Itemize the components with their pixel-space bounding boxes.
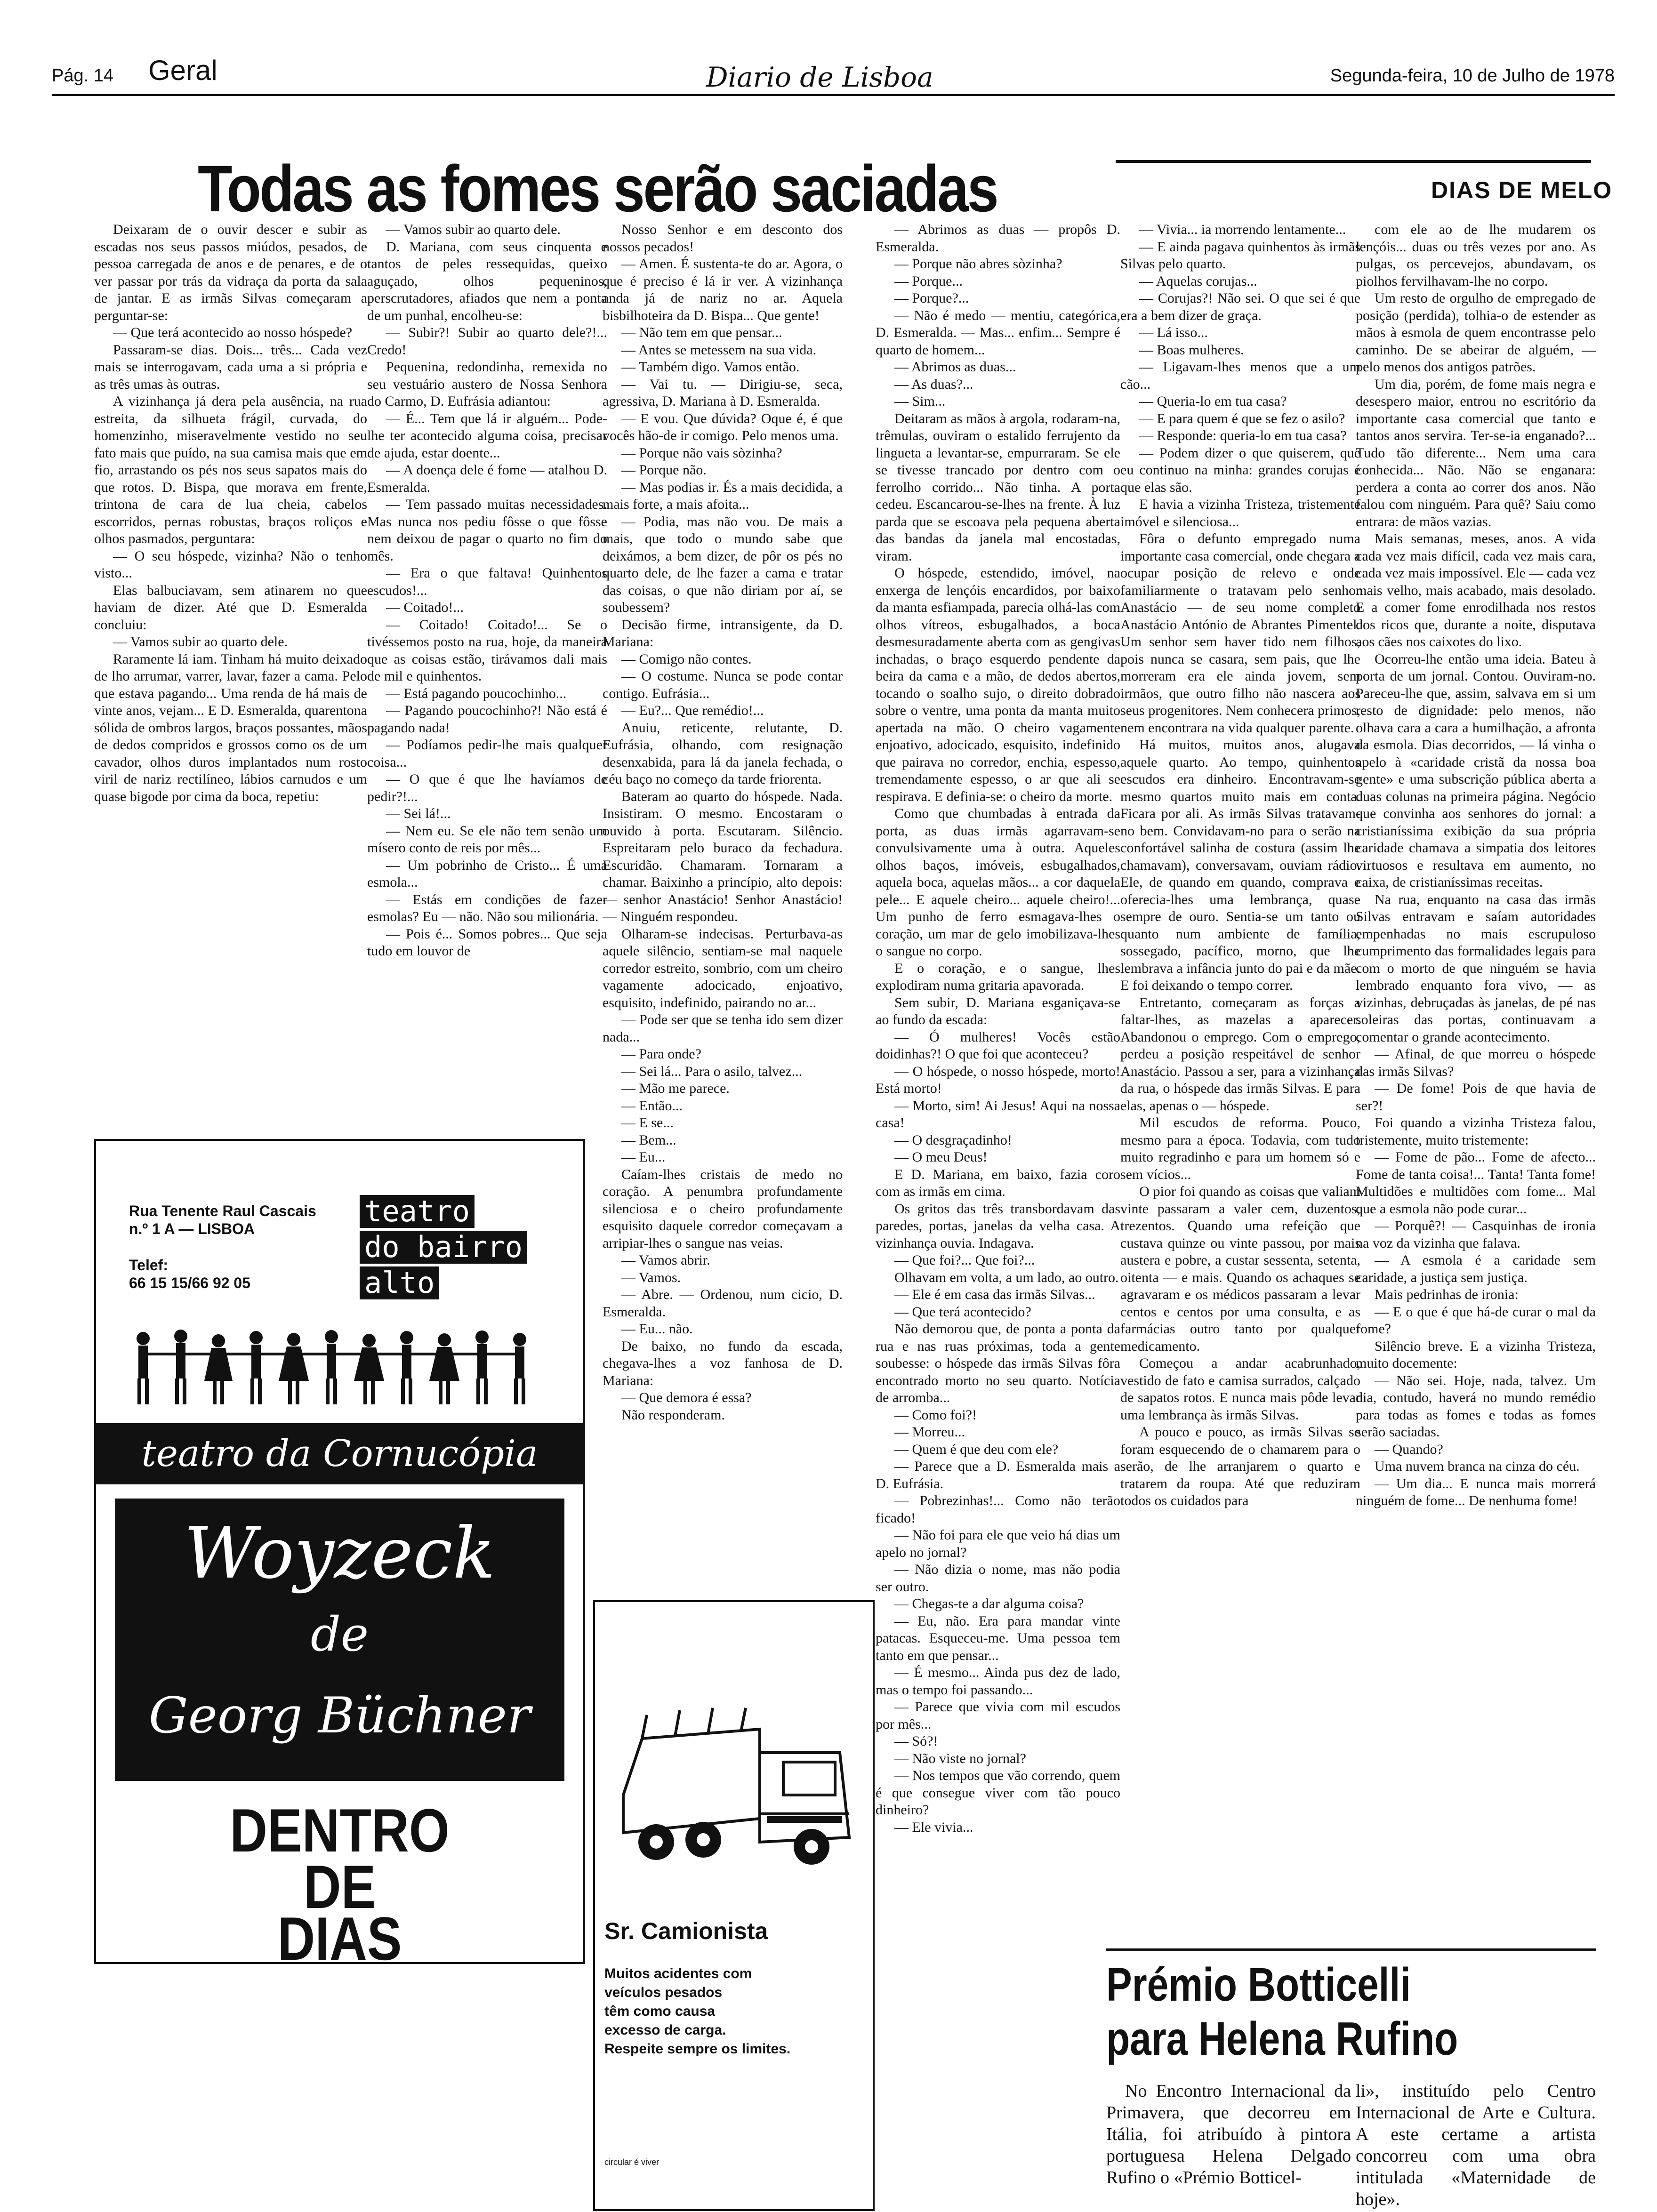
play-author: Georg Büchner: [148, 1687, 531, 1744]
article-paragraph: — As duas?...: [894, 376, 973, 392]
article-paragraph: — Podia, mas não vou. De mais a mais, que todo o mundo sabe que deixámos, a bem dizer, de pôr os pés no quarto dele, de lhe fazer a cama e tratar das coisas, o que não diriam por aí, se soubessem?: [603, 513, 843, 615]
article-paragraph: Silêncio breve. E a vizinha Tristeza, muito docemente:: [1356, 1338, 1596, 1371]
article-paragraph: — Podíamos pedir-lhe mais qualquer coisa...: [367, 737, 607, 770]
article-paragraph: — Lá isso...: [1139, 325, 1208, 340]
article-paragraph: — E o que é que há-de curar o mal da fome?: [1356, 1304, 1596, 1337]
article-paragraph: — Que foi?... Que foi?...: [894, 1252, 1035, 1268]
article-paragraph: Decisão firme, intransigente, da D. Mariana:: [603, 617, 843, 649]
article-paragraph: — Não viste no jornal?: [894, 1750, 1026, 1766]
article-paragraph: — Vamos abrir.: [621, 1252, 710, 1268]
article-paragraph: — Como foi?!: [894, 1407, 977, 1423]
article-paragraph: — Porque?...: [894, 290, 969, 306]
article-paragraph: — Eu, não. Era para mandar vinte patacas. Esqueceu-me. Uma pessoa tem tanto em que pensar...: [876, 1613, 1120, 1663]
article-paragraph: — Era o que faltava! Quinhentos escudos!...: [367, 565, 607, 598]
article-paragraph: — E se...: [621, 1115, 674, 1130]
article-paragraph: — E ainda pagava quinhentos às irmãs Silvas pelo quarto.: [1120, 239, 1360, 272]
article-paragraph: — Sei lá!...: [386, 806, 451, 821]
article-paragraph: — Podem dizer o que quiserem, que eu continuo na minha: grandes corujas é que elas são.: [1120, 445, 1360, 495]
article-paragraph: — Aquelas corujas...: [1139, 273, 1257, 289]
article-paragraph: — Nos tempos que vão correndo, quem é que consegue viver com tão pouco dinheiro?: [876, 1768, 1120, 1818]
article-paragraph: Uma nuvem branca na cinza do céu.: [1375, 1459, 1580, 1474]
truck-illustration: [604, 1701, 859, 1880]
article-paragraph: — Pois é... Somos pobres... Que seja tudo em louvor de: [367, 926, 607, 959]
article-paragraph: — O que é que lhe havíamos de pedir?!...: [367, 771, 607, 804]
article-paragraph: — Está pagando poucochinho...: [386, 685, 567, 701]
article-paragraph: — Vamos.: [621, 1269, 681, 1285]
article-paragraph: — Um pobrinho de Cristo... É uma esmola...: [367, 857, 607, 890]
premio-rule: [1106, 1948, 1596, 1951]
premio-column-1: No Encontro Internacional da Primavera, que decorreu em Itália, foi atribuído à pintora portuguesa Helena Delgado Rufino o «Prémio Botticel-: [1106, 2081, 1351, 2188]
article-paragraph: — É mesmo... Ainda pus dez de lado, mas o tempo foi passando...: [876, 1665, 1120, 1698]
article-paragraph: Não demorou que, de ponta a ponta da rua e nas ruas próximas, toda a gente soubesse: o hóspede das irmãs Silvas fôra encontrado morto no seu quarto. Notícia de arromba...: [876, 1321, 1120, 1405]
article-paragraph: Pequenina, redondinha, remexida no seu vestuário austero de Nossa Senhora do Carmo, D. Eufrásia adiantou:: [367, 359, 607, 409]
article-paragraph: — Queria-lo em tua casa?: [1139, 393, 1287, 409]
theatre-address: Rua Tenente Raul Cascais n.º 1 A — LISBOA: [129, 1202, 316, 1237]
article-column-4: [876, 221, 1120, 2057]
article-paragraph: Caíam-lhes cristais de medo no coração. A penumbra profundamente silenciosa e o cheiro profundamente esquisito daquele corredor começavam a arripiar-lhes o sangue nas veias.: [603, 1166, 843, 1251]
article-paragraph: — Nem eu. Se ele não tem senão um mísero conto de reis por mês...: [367, 823, 607, 856]
play-by: de: [310, 1607, 369, 1662]
article-column-5: [1120, 221, 1360, 1878]
article-paragraph: — Tem passado muitas necessidades. Mas nunca nos pediu fôsse o que fôsse nem deixou de pagar o quarto no fim do mês.: [367, 497, 607, 564]
article-paragraph: Mil escudos de reforma. Pouco, mesmo para a época. Todavia, com tudo muito regradinho e para um homem só e sem vícios...: [1120, 1115, 1360, 1182]
article-paragraph: Um dia, porém, de fome mais negra e desespero maior, entrou no escritório da importante casa comercial que tanto e tantos anos servira. Ter-se-ia enganado?... Tudo tão diferente... Nem uma cara conhecida... Não. Não se enganara: perdera a conta ao correr dos anos. Não falou com ninguém. Para quê? Saiu como entrara: de mãos vazias.: [1356, 376, 1596, 529]
article-column-3: [603, 221, 843, 1760]
issue-date: Segunda-feira, 10 de Julho de 1978: [1330, 66, 1615, 86]
cornucopia-banner: teatro da Cornucópia: [96, 1423, 583, 1484]
article-paragraph: Os gritos das três transbordavam das paredes, portas, janelas da velha casa. A vizinhança ouvia. Indagava.: [876, 1201, 1120, 1251]
article-paragraph: Deixaram de o ouvir descer e subir as escadas nos seus passos miúdos, pesados, de pessoa carregada de anos e de penares, e de o ver passar por trás da vidraça da porta da sala de jantar. E as irmãs Silvas começaram a perguntar-se:: [94, 222, 367, 323]
article-paragraph: — Afinal, de que morreu o hóspede das irmãs Silvas?: [1356, 1046, 1596, 1079]
article-paragraph: Elas balbuciavam, sem atinarem no que haviam de dizer. Até que D. Esmeralda concluiu:: [94, 582, 367, 633]
byline-rule: [1116, 160, 1591, 163]
article-paragraph: Como que chumbadas à entrada da porta, as duas irmãs agarravam-se convulsivamente uma à outra. Aqueles olhos baços, imóveis, esbugalhados, aquela boca, aquelas mãos... a cor daquela pele... E aquele cheiro... aquele cheiro!... Um punho de ferro esmagava-lhes o coração, um mar de gelo imobilizava-lhes o sangue no corpo.: [876, 806, 1120, 959]
article-paragraph: — De fome! Pois de que havia de ser?!: [1356, 1081, 1596, 1114]
article-paragraph: — Bem...: [621, 1132, 676, 1148]
article-paragraph: Deitaram as mãos à argola, rodaram-na, trêmulas, ouviram o estalido ferrujento da lingueta a levantar-se, empurraram. Se ele se tivesse trancado por dentro com o ferrolho corrido... Não tinha. A porta cedeu. Escancarou-se-lhes na frente. À luz parda que se escoava pela pequena aberta das bandas da janela mal encostadas, viram.: [876, 410, 1120, 564]
article-headline: Todas as fomes serão saciadas: [198, 152, 997, 225]
article-paragraph: — Mas podias ir. És a mais decidida, a mais forte, a mais afoita...: [603, 479, 843, 512]
article-paragraph: — Um dia... E nunca mais morrerá ninguém de fome... De nenhuma fome!: [1356, 1475, 1596, 1508]
article-paragraph: — O hóspede, o nosso hóspede, morto! Está morto!: [876, 1063, 1120, 1096]
article-paragraph: Passaram-se dias. Dois... três... Cada vez mais se interrogavam, cada uma a si própria e as três umas às outras.: [94, 342, 367, 392]
article-paragraph: Raramente lá iam. Tinham há muito deixado de lho arrumar, varrer, lavar, fazer a cama. Pelo que estava pagando... Uma renda de há mais de vinte anos, vejam... E D. Esmeralda, quarentona sólida de ombros largos, braços possantes, mãos de dedos compridos e grossos como os de um cavador, olhos duros implantados num rosto viril de nariz rectilíneo, lábios carnudos e um quase bigode por cima da boca, repetiu:: [94, 651, 367, 804]
article-paragraph: — A esmola é a caridade sem caridade, a justiça sem justiça.: [1356, 1252, 1596, 1285]
article-paragraph: — Morto, sim! Ai Jesus! Aqui na nossa casa!: [876, 1098, 1120, 1130]
article-paragraph: — Não tem em que pensar...: [621, 325, 782, 340]
article-paragraph: — O costume. Nunca se pode contar contigo. Eufrásia...: [603, 668, 843, 701]
article-paragraph: — Antes se metessem na sua vida.: [621, 342, 817, 358]
article-paragraph: Olharam-se indecisas. Perturbava-as aquele silêncio, sentiam-se mal naquele corredor estreito, sombrio, com um cheiro vagamente adocicado, enjoativo, esquisito, indefinido, pairando no ar...: [603, 926, 843, 1010]
premio-headline: Prémio Botticelli para Helena Rufino: [1106, 1958, 1458, 2065]
article-paragraph: com ele ao de lhe mudarem os lençóis... duas ou três vezes por ano. As pulgas, os percevejos, abundavam, os piolhos fervilhavam-lhe no corpo.: [1356, 222, 1596, 289]
article-paragraph: E havia a vizinha Tristeza, tristemente imóvel e silenciosa...: [1120, 497, 1360, 529]
article-paragraph: — Porquê?! — Casquinhas de ironia na voz da vizinha que falava.: [1356, 1218, 1596, 1251]
teatro-bairro-alto-logo: teatro do bairro alto: [360, 1195, 527, 1302]
article-paragraph: — Não sei. Hoje, nada, talvez. Um dia, contudo, haverá no mundo remédio para todas as fomes e todas as fomes serão saciadas.: [1356, 1372, 1596, 1440]
page-header: [52, 26, 1615, 101]
article-paragraph: — É... Tem que lá ir alguém... Pode-lhe ter acontecido alguma coisa, precisar de ajuda, estar doente...: [367, 410, 607, 461]
play-banner: [115, 1499, 564, 1781]
article-paragraph: — Comigo não contes.: [621, 651, 752, 667]
article-paragraph: — Vivia... ia morrendo lentamente...: [1139, 222, 1346, 237]
article-paragraph: — Vamos subir ao quarto dele.: [386, 222, 561, 237]
article-paragraph: — Sim...: [894, 393, 946, 409]
article-paragraph: — Pobrezinhas!... Como não terão ficado!: [876, 1493, 1120, 1526]
article-paragraph: — Não é medo — mentiu, categórica, D. Esmeralda. — Mas... enfim... Sempre é quarto de homem...: [876, 307, 1120, 358]
article-paragraph: — Abrimos as duas — propôs D. Esmeralda.: [876, 222, 1120, 255]
dancers-illustration: [129, 1324, 553, 1409]
article-paragraph: — Não foi para ele que veio há dias um apelo no jornal?: [876, 1527, 1120, 1560]
article-paragraph: — Só?!: [894, 1733, 938, 1749]
article-paragraph: E o coração, e o sangue, lhes explodiram numa gritaria apavorada.: [876, 960, 1120, 993]
article-paragraph: — Também digo. Vamos então.: [621, 359, 800, 375]
article-paragraph: — Quem é que deu com ele?: [894, 1441, 1059, 1457]
article-paragraph: — Amen. É sustenta-te do ar. Agora, o que é preciso é lá ir ver. A vizinhança anda já de nariz no ar. Aquela bisbilhoteira da D. Bispa... Que gente!: [603, 256, 843, 323]
header-rule: [52, 94, 1615, 96]
article-paragraph: — Abrimos as duas...: [894, 359, 1016, 375]
article-paragraph: — E para quem é que se fez o asilo?: [1139, 410, 1345, 426]
article-paragraph: — Para onde?: [621, 1046, 701, 1062]
article-paragraph: D. Mariana, com seus cinquenta e tantos de peles ressequidas, queixo aguçado, olhos pequeninos, perscrutadores, afiados que nem a ponta de um punhal, encolheu-se:: [367, 239, 607, 323]
article-paragraph: Não responderam.: [621, 1407, 725, 1423]
article-paragraph: Entretanto, começaram as forças a faltar-lhes, as mazelas a aparecer. Abandonou o emprego. Com o emprego, perdeu a posição respeitável de senhor Anastácio. Passou a ser, para a vizinhança da rua, o hóspede das irmãs Silvas. E para elas, apenas o — hóspede.: [1120, 994, 1360, 1114]
article-paragraph: — Coitado!...: [386, 600, 464, 615]
article-paragraph: — Vai tu. — Dirigiu-se, seca, agressiva, D. Mariana à D. Esmeralda.: [603, 376, 843, 409]
article-paragraph: Mais semanas, meses, anos. A vida cada vez mais difícil, cada vez mais cara, cada vez mais impossível. Ele — cada vez mais velho, mais acabado, mais desolado. E a comer fome enrodilhada nos restos dos ricos que, durante a noite, disputava aos cães nos caixotes do lixo.: [1356, 531, 1596, 649]
play-title: Woyzeck: [184, 1513, 496, 1595]
article-paragraph: — O desgraçadinho!: [894, 1132, 1012, 1148]
article-paragraph: — Subir?! Subir ao quarto dele?!... Credo!: [367, 325, 607, 358]
article-paragraph: — Que terá acontecido ao nosso hóspede?: [113, 325, 353, 340]
article-paragraph: Na rua, enquanto na casa das irmãs Silvas entravam e saíam autoridades empenhadas no mais escrupuloso cumprimento das formalidades legais para com o morto de que ninguém se havia lembrado enquanto fora vivo, — as vizinhas, debruçadas às janelas, de pé nas soleiras das portas, continuavam a comentar o grande acontecimento.: [1356, 891, 1596, 1045]
article-paragraph: — Responde: queria-lo em tua casa?: [1139, 428, 1347, 443]
ad-truck-body: Muitos acidentes com veículos pesados têm como causa excesso de carga. Respeite sempre os limites.: [604, 1966, 791, 2057]
article-paragraph: Sem subir, D. Mariana esganiçava-se ao fundo da escada:: [876, 994, 1120, 1027]
article-paragraph: — Eu... não.: [621, 1321, 693, 1337]
ad-truck-title: Sr. Camionista: [604, 1918, 768, 1944]
article-paragraph: — E vou. Que dúvida? Oque é, é que vocês hão-de ir comigo. Pelo menos uma.: [603, 410, 843, 443]
soon-line-2: DE: [303, 1852, 376, 1921]
newspaper-name: Diario de Lisboa: [706, 61, 933, 93]
circular-viver-logo: circular é viver: [604, 2157, 660, 2167]
article-paragraph: Um resto de orgulho de empregado de posição (perdida), tolhia-o de estender as mãos à esmola de quem encontrasse pelo caminho. De se abeirar de alguém, — pelo menos dos antigos patrões.: [1356, 290, 1596, 375]
article-paragraph: O hóspede, estendido, imóvel, na enxerga de lençóis encardidos, por baixo da manta esfiampada, parecia olhá-las com olhos vítreos, esbugalhados, a boca desmesuradamente aberta com as gengivas inchadas, o braço esquerdo pendente da beira da cama e a mão, de dedos abertos, tocando o soalho sujo, o direito dobrado sobre o ventre, uma ponta da manta muito apertada na mão. O cheiro vagamente enjoativo, adocicado, esquisito, indefinido que pairava no corredor, enchia, espesso, tremendamente espesso, o ar que ali se respirava. E definia-se: o cheiro da morte.: [876, 565, 1120, 804]
premio-column-2: li», instituído pelo Centro Internacional de Arte e Cultura. A este certame a artista concorreu com uma obra intitulada «Maternidade de hoje».: [1356, 2081, 1596, 2209]
article-paragraph: — O seu hóspede, vizinha? Não o tenho visto...: [94, 548, 367, 581]
article-paragraph: Olhavam em volta, a um lado, ao outro.: [894, 1269, 1119, 1285]
theatre-advertisement[interactable]: [94, 1139, 585, 1973]
article-paragraph: E D. Mariana, em baixo, fazia coro com as irmãs em cima.: [876, 1166, 1120, 1199]
article-paragraph: — Pode ser que se tenha ido sem dizer nada...: [603, 1012, 843, 1045]
article-paragraph: — Pagando poucochinho?! Não está é pagando nada!: [367, 703, 607, 736]
article-column-6: [1356, 221, 1596, 1915]
article-paragraph: — Mão me parece.: [621, 1081, 730, 1096]
article-paragraph: — Quando?: [1375, 1441, 1443, 1457]
article-byline: DIAS DE MELO: [1431, 177, 1613, 203]
article-paragraph: — Porque...: [894, 273, 963, 289]
article-paragraph: — O meu Deus!: [894, 1149, 988, 1165]
article-paragraph: Há muitos, muitos anos, alugava aquele quarto. Ao tempo, quinhentos escudos era dinheiro. Encontravam-se mesmo quartos muito mais em conta. Ficara por ali. As irmãs Silvas tratavam-no bem. Convidavam-no para o serão na confortável salinha de costura (assim lhe chamavam), conversavam, ouviam rádio. Ele, de quando em quando, comprava e oferecia-lhes uma lembrança, quase sempre de ouro. Sentia-se um tanto ou quanto num ambiente de família, sossegado, pacífico, morno, que lhe lembrava a infância junto do pai e da mãe. E foi deixando o tempo correr.: [1120, 737, 1360, 993]
article-paragraph: — Estás em condições de fazer esmolas? Eu — não. Não sou milionária.: [367, 891, 607, 924]
theatre-telephone: Telef: 66 15 15/66 92 05: [129, 1257, 251, 1291]
article-paragraph: Anuiu, reticente, relutante, D. Eufrásia, olhando, com resignação desenxabida, para lá da janela fechada, o céu baço no começo da tarde friorenta.: [603, 720, 843, 787]
article-paragraph: De baixo, no fundo da escada, chegava-lhes a voz fanhosa de D. Mariana:: [603, 1338, 843, 1388]
article-paragraph: Nosso Senhor e em desconto dos nossos pecados!: [603, 222, 843, 255]
article-paragraph: O pior foi quando as coisas que valiam vinte passaram a valer cem, duzentos, trezentos. Quando uma refeição que custava quinze ou vinte passou, por mais austera e pobre, a custar sessenta, setenta, oitenta — e mais. Quando os achaques se agravaram e os médicos passaram a levar centos e centos por uma consulta, e as farmácias outro tanto por qualquer medicamento.: [1120, 1184, 1360, 1354]
road-safety-advertisement[interactable]: [593, 1600, 875, 2211]
article-paragraph: Mais pedrinhas de ironia:: [1375, 1287, 1519, 1302]
section-name: Geral: [148, 55, 217, 86]
article-paragraph: — Parece que vivia com mil escudos por mês...: [876, 1699, 1120, 1732]
article-paragraph: — Boas mulheres.: [1139, 342, 1244, 358]
page-number: Pág. 14: [52, 66, 113, 86]
article-paragraph: — Sei lá... Para o asilo, talvez...: [621, 1063, 803, 1079]
article-paragraph: — Corujas?! Não sei. O que sei é que era a bem dizer de graça.: [1120, 290, 1360, 323]
article-paragraph: — Eu?... Que remédio!...: [621, 703, 764, 718]
article-paragraph: — Eu...: [621, 1149, 666, 1165]
article-paragraph: — Então...: [621, 1098, 683, 1114]
article-paragraph: Ocorreu-lhe então uma ideia. Bateu à porta de um jornal. Contou. Ouviram-no. Pareceu-lhe que, assim, salvava em si um resto de dignidade: pelo menos, não olhava cara a cara a humilhação, a afronta da esmola. Dias decorridos, — lá vinha o apelo à «caridade cristã da nossa boa gente» e uma subscrição pública aberta a duas colunas na primeira página. Negócio que convinha aos senhores do jornal: a cristianíssima exibição da sua própria caridade chamava a simpatia dos leitores virtuosos e resultava em aumento, no caixa, de cristianíssimas receitas.: [1356, 651, 1596, 890]
article-paragraph: A pouco e pouco, as irmãs Silvas se foram esquecendo de o chamarem para o serão, de lhe arranjarem o quarto e tratarem da roupa. Até que reduziram todos os cuidados para: [1120, 1424, 1360, 1508]
article-paragraph: — A doença dele é fome — atalhou D. Esmeralda.: [367, 462, 607, 495]
article-paragraph: — Chegas-te a dar alguma coisa?: [894, 1596, 1084, 1611]
article-paragraph: Começou a andar acabrunhado, vestido de fato e camisa surrados, calçado de sapatos rotos. E nunca mais pôde levar uma lembrança às irmãs Silvas.: [1120, 1355, 1360, 1423]
article-paragraph: — Ligavam-lhes menos que a um cão...: [1120, 359, 1360, 392]
article-column-1: [94, 221, 367, 1115]
soon-line-3: DIAS: [277, 1904, 402, 1973]
article-paragraph: — Abre. — Ordenou, num cicio, D. Esmeralda.: [603, 1287, 843, 1320]
article-paragraph: — Vamos subir ao quarto dele.: [113, 634, 288, 649]
article-paragraph: Bateram ao quarto do hóspede. Nada. Insistiram. O mesmo. Encostaram o ouvido à porta. Escutaram. Silêncio. Espreitaram pelo buraco da fechadura. Escuridão. Chamaram. Tornaram a chamar. Baixinho a princípio, alto depois: — senhor Anastácio! Senhor Anastácio! — Ninguém respondeu.: [603, 788, 843, 924]
article-paragraph: — Não dizia o nome, mas não podia ser outro.: [876, 1562, 1120, 1595]
article-paragraph: — Parece que a D. Esmeralda mais a D. Eufrásia.: [876, 1459, 1120, 1491]
article-paragraph: — Porque não.: [621, 462, 707, 478]
article-column-2: [367, 221, 607, 1115]
article-paragraph: A vizinhança já dera pela ausência, na rua estreita, da silhueta frágil, curvada, do homenzinho, miseravelmente vestido no seu fato mais que puído, na sua camisa mais que em fio, arrastando os pés nos seus sapatos mais do que rotos. D. Bispa, que morava em frente, trintona de cara de lua cheia, cabelos escorridos, pernas robustas, braços roliços e olhos pasmados, perguntara:: [94, 393, 367, 546]
article-paragraph: — Ele vivia...: [894, 1819, 973, 1835]
article-paragraph: Foi quando a vizinha Tristeza falou, tristemente, muito tristemente:: [1356, 1115, 1596, 1148]
soon-line-1: DENTRO: [230, 1796, 450, 1865]
article-paragraph: — Coitado! Coitado!... Se o tivéssemos posto na rua, hoje, da maneira que as coisas estão, tirávamos dali mais de mil e quinhentos.: [367, 617, 607, 684]
article-paragraph: — Fome de pão... Fome de afecto... Fome de tanta coisa!... Tanta! Tanta fome! Multidões e multidões com fome... Mal que a esmola não pode curar...: [1356, 1149, 1596, 1217]
article-paragraph: — Ele é em casa das irmãs Silvas...: [894, 1287, 1095, 1302]
article-paragraph: — Que demora é essa?: [621, 1390, 752, 1405]
article-paragraph: — Ó mulheres! Vocês estão doidinhas?! O que foi que aconteceu?: [876, 1029, 1120, 1062]
article-paragraph: — Porque não vais sòzinha?: [621, 445, 782, 461]
article-paragraph: — Morreu...: [894, 1424, 965, 1440]
article-paragraph: — Que terá acontecido?: [894, 1304, 1031, 1320]
article-paragraph: — Porque não abres sòzinha?: [894, 256, 1062, 272]
article-paragraph: Fôra o defunto empregado numa importante casa comercial, onde chegara a ocupar posição de relevo e onde familiarmente o tratavam pelo senhor Anastácio — de seu nome completo Anastácio António de Abrantes Pimentel. Um senhor sem haver tido nem filhos, pois nunca se casara, sem pais, que lhe morreram era ele ainda jovem, sem irmãos, que outro filho não nascera aos seus progenitores. Nem conhecera primos, nem encontrara na vida qualquer parente.: [1120, 531, 1360, 736]
